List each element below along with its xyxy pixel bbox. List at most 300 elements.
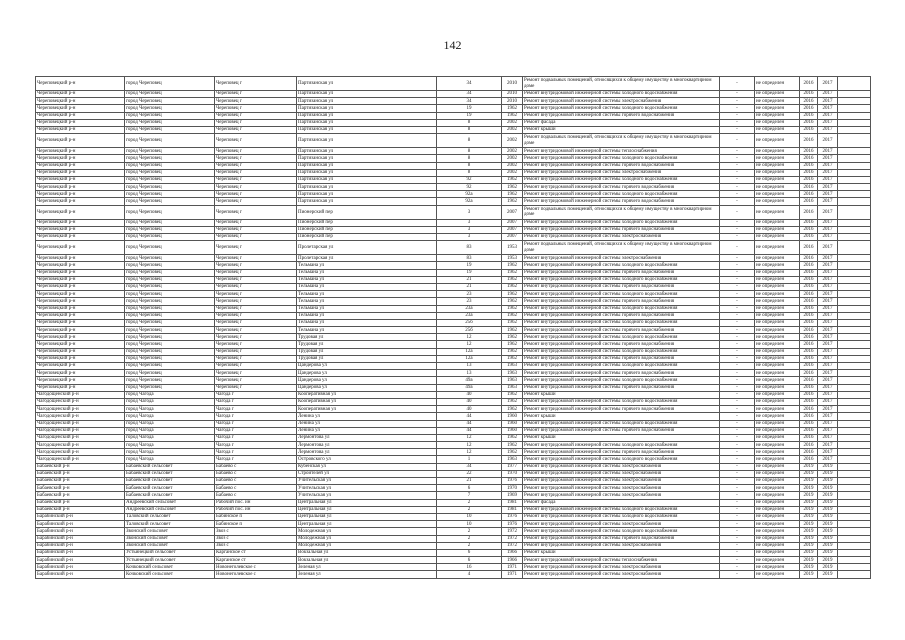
cell-status: не определен	[755, 155, 800, 162]
cell-cost: -	[720, 513, 755, 520]
cell-status: не определен	[755, 434, 800, 441]
cell-year: 1970	[502, 470, 523, 477]
cell-empty	[838, 492, 871, 499]
cell-cost: -	[720, 492, 755, 499]
cell-work-type: Ремонт внутридомовой инженерной системы холодного водоснабжения	[523, 155, 720, 162]
cell-work-type: Ремонт крыши	[523, 434, 720, 441]
cell-locality: Череповец г	[215, 298, 297, 305]
cell-district: Чагодощенский р-н	[36, 434, 125, 441]
cell-year-from: 2016	[800, 348, 818, 355]
cell-empty	[838, 427, 871, 434]
cell-locality: Звоз с	[215, 542, 297, 549]
cell-year-from: 2016	[800, 413, 818, 420]
cell-year: 1962	[502, 391, 523, 398]
cell-district: Барабинский р-н	[36, 513, 125, 520]
cell-work-type: Ремонт внутридомовой инженерной системы горячего водоснабжения	[523, 406, 720, 413]
cell-year-from: 2016	[800, 427, 818, 434]
table-row	[36, 348, 871, 355]
cell-empty	[838, 341, 871, 348]
cell-empty	[838, 506, 871, 513]
cell-district: Чагодощенский р-н	[36, 442, 125, 449]
cell-year-to: 2017	[818, 77, 838, 91]
cell-cost: -	[720, 219, 755, 226]
cell-work-type: Ремонт внутридомовой инженерной системы электроснабжения	[523, 571, 720, 578]
cell-year-to: 2017	[818, 427, 838, 434]
cell-year-from: 2016	[800, 262, 818, 269]
cell-street: Кубенская ул	[297, 463, 437, 470]
cell-street: Тельмана ул	[297, 298, 437, 305]
cell-district: Череповецкий р-н	[36, 370, 125, 377]
cell-year-to: 2017	[818, 184, 838, 191]
cell-locality: Череповец г	[215, 219, 297, 226]
cell-cost: -	[720, 283, 755, 290]
cell-year-from: 2016	[800, 226, 818, 233]
cell-year-from: 2016	[800, 119, 818, 126]
cell-empty	[838, 434, 871, 441]
cell-house: 13	[437, 370, 502, 377]
cell-district: Череповецкий р-н	[36, 348, 125, 355]
cell-cost: -	[720, 355, 755, 362]
cell-house: 23	[437, 298, 502, 305]
cell-work-type: Ремонт внутридомовой инженерной системы теплоснабжения	[523, 557, 720, 564]
cell-street: Островского ул	[297, 456, 437, 463]
cell-status: не определен	[755, 341, 800, 348]
cell-cost: -	[720, 255, 755, 262]
cell-street: Пролетарская ул	[297, 255, 437, 262]
cell-municipality: город Череповец	[125, 255, 215, 262]
cell-year-from: 2016	[800, 449, 818, 456]
cell-house: 21	[437, 276, 502, 283]
cell-house: 23а	[437, 305, 502, 312]
cell-empty	[838, 442, 871, 449]
cell-status: не определен	[755, 126, 800, 133]
cell-empty	[838, 456, 871, 463]
cell-locality: Чагода г	[215, 442, 297, 449]
cell-locality: Карганское ст	[215, 549, 297, 556]
cell-district: Череповецкий р-н	[36, 341, 125, 348]
cell-street: Партизанская ул	[297, 162, 437, 169]
cell-house: 12	[437, 434, 502, 441]
cell-district: Череповецкий р-н	[36, 291, 125, 298]
cell-district: Барабинский р-н	[36, 557, 125, 564]
cell-house: 1	[437, 456, 502, 463]
cell-status: не определен	[755, 521, 800, 528]
cell-cost: -	[720, 334, 755, 341]
cell-empty	[838, 528, 871, 535]
cell-locality: Звоз с	[215, 528, 297, 535]
cell-locality: Череповец г	[215, 112, 297, 119]
cell-municipality: город Чагода	[125, 413, 215, 420]
cell-house: 2	[437, 499, 502, 506]
cell-empty	[838, 513, 871, 520]
cell-work-type: Ремонт внутридомовой инженерной системы электроснабжения	[523, 492, 720, 499]
cell-status: не определен	[755, 549, 800, 556]
cell-year: 1962	[502, 105, 523, 112]
cell-house: 23а	[437, 312, 502, 319]
cell-work-type: Ремонт крыши	[523, 549, 720, 556]
cell-status: не определен	[755, 334, 800, 341]
cell-status: не определен	[755, 327, 800, 334]
cell-locality: Череповец г	[215, 241, 297, 255]
cell-street: Цандерова ул	[297, 377, 437, 384]
cell-year: 1962	[502, 319, 523, 326]
cell-cost: -	[720, 327, 755, 334]
cell-district: Череповецкий р-н	[36, 77, 125, 91]
cell-locality: Череповец г	[215, 162, 297, 169]
cell-locality: Череповец г	[215, 234, 297, 241]
cell-district: Череповецкий р-н	[36, 334, 125, 341]
table-row	[36, 162, 871, 169]
table-row	[36, 334, 871, 341]
table-row	[36, 427, 871, 434]
cell-cost: -	[720, 269, 755, 276]
cell-locality: Чагода г	[215, 449, 297, 456]
cell-street: Центральная ул	[297, 513, 437, 520]
cell-status: не определен	[755, 162, 800, 169]
cell-year-from: 2019	[800, 506, 818, 513]
table-row	[36, 420, 871, 427]
cell-district: Бабаевский р-н	[36, 463, 125, 470]
cell-status: не определен	[755, 184, 800, 191]
cell-locality: Карганское ст	[215, 557, 297, 564]
cell-street: Лермонтова ул	[297, 434, 437, 441]
table-row	[36, 319, 871, 326]
cell-year: 1963	[502, 363, 523, 370]
cell-cost: -	[720, 319, 755, 326]
cell-work-type: Ремонт внутридомовой инженерной системы холодного водоснабжения	[523, 513, 720, 520]
cell-locality: Бабаево с	[215, 492, 297, 499]
cell-empty	[838, 557, 871, 564]
cell-status: не определен	[755, 535, 800, 542]
cell-house: 92	[437, 184, 502, 191]
cell-empty	[838, 449, 871, 456]
cell-district: Череповецкий р-н	[36, 148, 125, 155]
cell-status: не определен	[755, 219, 800, 226]
cell-empty	[838, 406, 871, 413]
cell-locality: Чагода г	[215, 434, 297, 441]
table-row	[36, 549, 871, 556]
cell-municipality: город Череповец	[125, 226, 215, 233]
cell-house: 40	[437, 398, 502, 405]
cell-year-to: 2019	[818, 535, 838, 542]
cell-year-to: 2017	[818, 91, 838, 98]
cell-work-type: Ремонт крыши	[523, 126, 720, 133]
cell-house: 4	[437, 571, 502, 578]
cell-house: 12	[437, 341, 502, 348]
cell-street: Ленина ул	[297, 427, 437, 434]
table-row	[36, 521, 871, 528]
cell-cost: -	[720, 205, 755, 219]
cell-year-to: 2017	[818, 413, 838, 420]
cell-district: Чагодощенский р-н	[36, 406, 125, 413]
cell-work-type: Ремонт внутридомовой инженерной системы холодного водоснабжения	[523, 398, 720, 405]
cell-status: не определен	[755, 148, 800, 155]
cell-street: Центральная ул	[297, 506, 437, 513]
cell-work-type: Ремонт внутридомовой инженерной системы холодного водоснабжения	[523, 377, 720, 384]
cell-work-type: Ремонт внутридомовой инженерной системы горячего водоснабжения	[523, 298, 720, 305]
cell-year-to: 2017	[818, 155, 838, 162]
cell-year: 1962	[502, 198, 523, 205]
cell-year: 1966	[502, 549, 523, 556]
cell-municipality: город Чагода	[125, 449, 215, 456]
cell-municipality: город Чагода	[125, 391, 215, 398]
cell-house: 34	[437, 463, 502, 470]
cell-municipality: Звонский сельсовет	[125, 528, 215, 535]
cell-empty	[838, 184, 871, 191]
cell-year-from: 2016	[800, 255, 818, 262]
cell-district: Череповецкий р-н	[36, 283, 125, 290]
cell-district: Череповецкий р-н	[36, 219, 125, 226]
cell-cost: -	[720, 427, 755, 434]
cell-house: 12	[437, 334, 502, 341]
cell-house: 23	[437, 291, 502, 298]
cell-empty	[838, 105, 871, 112]
cell-empty	[838, 413, 871, 420]
cell-year-to: 2017	[818, 449, 838, 456]
cell-status: не определен	[755, 105, 800, 112]
cell-cost: -	[720, 442, 755, 449]
cell-work-type: Ремонт внутридомовой инженерной системы холодного водоснабжения	[523, 105, 720, 112]
cell-house: 21	[437, 283, 502, 290]
cell-year: 1963	[502, 377, 523, 384]
cell-locality: Череповец г	[215, 205, 297, 219]
cell-district: Череповецкий р-н	[36, 319, 125, 326]
table-row	[36, 191, 871, 198]
cell-empty	[838, 485, 871, 492]
cell-year-to: 2017	[818, 291, 838, 298]
cell-year-from: 2016	[800, 355, 818, 362]
cell-year-to: 2019	[818, 549, 838, 556]
cell-municipality: Звонский сельсовет	[125, 535, 215, 542]
cell-year-from: 2019	[800, 535, 818, 542]
cell-empty	[838, 298, 871, 305]
cell-house: 44	[437, 420, 502, 427]
repair-registry-table	[35, 76, 871, 579]
cell-work-type: Ремонт внутридомовой инженерной системы электроснабжения	[523, 463, 720, 470]
cell-year-from: 2016	[800, 198, 818, 205]
cell-status: не определен	[755, 255, 800, 262]
cell-street: Партизанская ул	[297, 105, 437, 112]
cell-street: Пролетарская ул	[297, 241, 437, 255]
cell-municipality: город Чагода	[125, 427, 215, 434]
cell-year-to: 2017	[818, 255, 838, 262]
cell-year: 1960	[502, 420, 523, 427]
cell-year-from: 2016	[800, 370, 818, 377]
cell-year-to: 2017	[818, 370, 838, 377]
cell-year-from: 2016	[800, 391, 818, 398]
table-row	[36, 184, 871, 191]
cell-status: не определен	[755, 291, 800, 298]
cell-house: 13	[437, 363, 502, 370]
cell-cost: -	[720, 391, 755, 398]
cell-year-to: 2017	[818, 334, 838, 341]
cell-year-from: 2016	[800, 398, 818, 405]
cell-street: Кооперативная ул	[297, 406, 437, 413]
cell-work-type: Ремонт внутридомовой инженерной системы холодного водоснабжения	[523, 334, 720, 341]
cell-status: не определен	[755, 427, 800, 434]
cell-locality: Череповец г	[215, 363, 297, 370]
cell-cost: -	[720, 91, 755, 98]
cell-house: 3	[437, 234, 502, 241]
cell-work-type: Ремонт внутридомовой инженерной системы электроснабжения	[523, 255, 720, 262]
cell-empty	[838, 112, 871, 119]
cell-status: не определен	[755, 542, 800, 549]
cell-municipality: город Череповец	[125, 334, 215, 341]
cell-cost: -	[720, 184, 755, 191]
cell-district: Череповецкий р-н	[36, 262, 125, 269]
cell-house: 2	[437, 535, 502, 542]
cell-work-type: Ремонт внутридомовой инженерной системы горячего водоснабжения	[523, 283, 720, 290]
cell-house: 44	[437, 413, 502, 420]
cell-year-from: 2016	[800, 291, 818, 298]
cell-municipality: город Чагода	[125, 456, 215, 463]
cell-empty	[838, 499, 871, 506]
cell-municipality: город Череповец	[125, 184, 215, 191]
cell-status: не определен	[755, 442, 800, 449]
cell-empty	[838, 398, 871, 405]
cell-status: не определен	[755, 492, 800, 499]
cell-year: 1962	[502, 334, 523, 341]
cell-municipality: город Череповец	[125, 269, 215, 276]
cell-year-to: 2019	[818, 492, 838, 499]
cell-locality: Новонеголевское с	[215, 571, 297, 578]
cell-year: 2010	[502, 98, 523, 105]
cell-year-to: 2019	[818, 542, 838, 549]
table-row	[36, 91, 871, 98]
cell-year: 2002	[502, 119, 523, 126]
cell-street: Партизанская ул	[297, 155, 437, 162]
cell-empty	[838, 269, 871, 276]
table-row	[36, 463, 871, 470]
cell-district: Череповецкий р-н	[36, 134, 125, 148]
cell-year: 1972	[502, 528, 523, 535]
cell-municipality: город Череповец	[125, 363, 215, 370]
cell-locality: Череповец г	[215, 98, 297, 105]
cell-house: 3	[437, 226, 502, 233]
cell-house: 8	[437, 119, 502, 126]
cell-cost: -	[720, 499, 755, 506]
cell-locality: Чагода г	[215, 413, 297, 420]
cell-status: не определен	[755, 499, 800, 506]
cell-year: 2010	[502, 77, 523, 91]
cell-year-from: 2016	[800, 276, 818, 283]
cell-locality: Бабаево с	[215, 485, 297, 492]
cell-street: Центральная ул	[297, 521, 437, 528]
cell-work-type: Ремонт внутридомовой инженерной системы холодного водоснабжения	[523, 348, 720, 355]
cell-year-to: 2017	[818, 226, 838, 233]
table-row	[36, 169, 871, 176]
cell-street: Центральная ул	[297, 499, 437, 506]
cell-locality: Рабочий пос. ин	[215, 499, 297, 506]
cell-cost: -	[720, 276, 755, 283]
table-row	[36, 398, 871, 405]
cell-district: Чагодощенский р-н	[36, 391, 125, 398]
cell-year: 1962	[502, 341, 523, 348]
cell-year-to: 2017	[818, 283, 838, 290]
cell-year: 1962	[502, 112, 523, 119]
table-row	[36, 176, 871, 183]
cell-district: Чагодощенский р-н	[36, 456, 125, 463]
cell-empty	[838, 334, 871, 341]
cell-municipality: Андреевский сельсовет	[125, 506, 215, 513]
cell-year-to: 2017	[818, 148, 838, 155]
cell-district: Череповецкий р-н	[36, 327, 125, 334]
cell-year-to: 2017	[818, 176, 838, 183]
cell-locality: Звоз с	[215, 535, 297, 542]
cell-district: Барабинский р-н	[36, 542, 125, 549]
cell-status: не определен	[755, 513, 800, 520]
cell-locality: Череповец г	[215, 305, 297, 312]
cell-empty	[838, 155, 871, 162]
cell-empty	[838, 262, 871, 269]
cell-year-to: 2017	[818, 276, 838, 283]
cell-status: не определен	[755, 485, 800, 492]
table-row	[36, 528, 871, 535]
cell-status: не определен	[755, 463, 800, 470]
cell-year-to: 2017	[818, 391, 838, 398]
cell-locality: Череповец г	[215, 269, 297, 276]
cell-house: 49а	[437, 377, 502, 384]
table-row	[36, 492, 871, 499]
cell-year-to: 2017	[818, 420, 838, 427]
cell-empty	[838, 169, 871, 176]
cell-municipality: город Череповец	[125, 91, 215, 98]
cell-year-to: 2017	[818, 126, 838, 133]
cell-year-from: 2016	[800, 126, 818, 133]
cell-municipality: Кочковский сельсовет	[125, 571, 215, 578]
cell-work-type: Ремонт внутридомовой инженерной системы холодного водоснабжения	[523, 363, 720, 370]
cell-year: 1962	[502, 298, 523, 305]
cell-status: не определен	[755, 377, 800, 384]
cell-year-from: 2019	[800, 564, 818, 571]
cell-municipality: город Череповец	[125, 341, 215, 348]
cell-status: не определен	[755, 391, 800, 398]
cell-cost: -	[720, 162, 755, 169]
cell-status: не определен	[755, 298, 800, 305]
cell-house: 49а	[437, 384, 502, 391]
cell-work-type: Ремонт внутридомовой инженерной системы горячего водоснабжения	[523, 112, 720, 119]
cell-locality: Череповец г	[215, 312, 297, 319]
cell-year-to: 2017	[818, 327, 838, 334]
table-body	[36, 77, 871, 579]
cell-work-type: Ремонт внутридомовой инженерной системы горячего водоснабжения	[523, 384, 720, 391]
cell-year-from: 2016	[800, 319, 818, 326]
cell-year-from: 2016	[800, 134, 818, 148]
cell-empty	[838, 162, 871, 169]
cell-empty	[838, 391, 871, 398]
cell-year-from: 2019	[800, 549, 818, 556]
table-row	[36, 406, 871, 413]
cell-cost: -	[720, 312, 755, 319]
cell-house: 21	[437, 478, 502, 485]
cell-cost: -	[720, 478, 755, 485]
cell-year-from: 2016	[800, 442, 818, 449]
cell-year: 1962	[502, 305, 523, 312]
cell-year: 1971	[502, 571, 523, 578]
cell-year: 1953	[502, 241, 523, 255]
cell-year-to: 2017	[818, 134, 838, 148]
table-row	[36, 370, 871, 377]
cell-municipality: город Череповец	[125, 119, 215, 126]
cell-street: Кооперативная ул	[297, 398, 437, 405]
cell-year: 1976	[502, 513, 523, 520]
cell-municipality: Бабаевский сельсовет	[125, 470, 215, 477]
cell-work-type: Ремонт внутридомовой инженерной системы электроснабжения	[523, 98, 720, 105]
table-row	[36, 291, 871, 298]
cell-house: 19	[437, 105, 502, 112]
cell-municipality: город Череповец	[125, 234, 215, 241]
cell-year-to: 2017	[818, 269, 838, 276]
